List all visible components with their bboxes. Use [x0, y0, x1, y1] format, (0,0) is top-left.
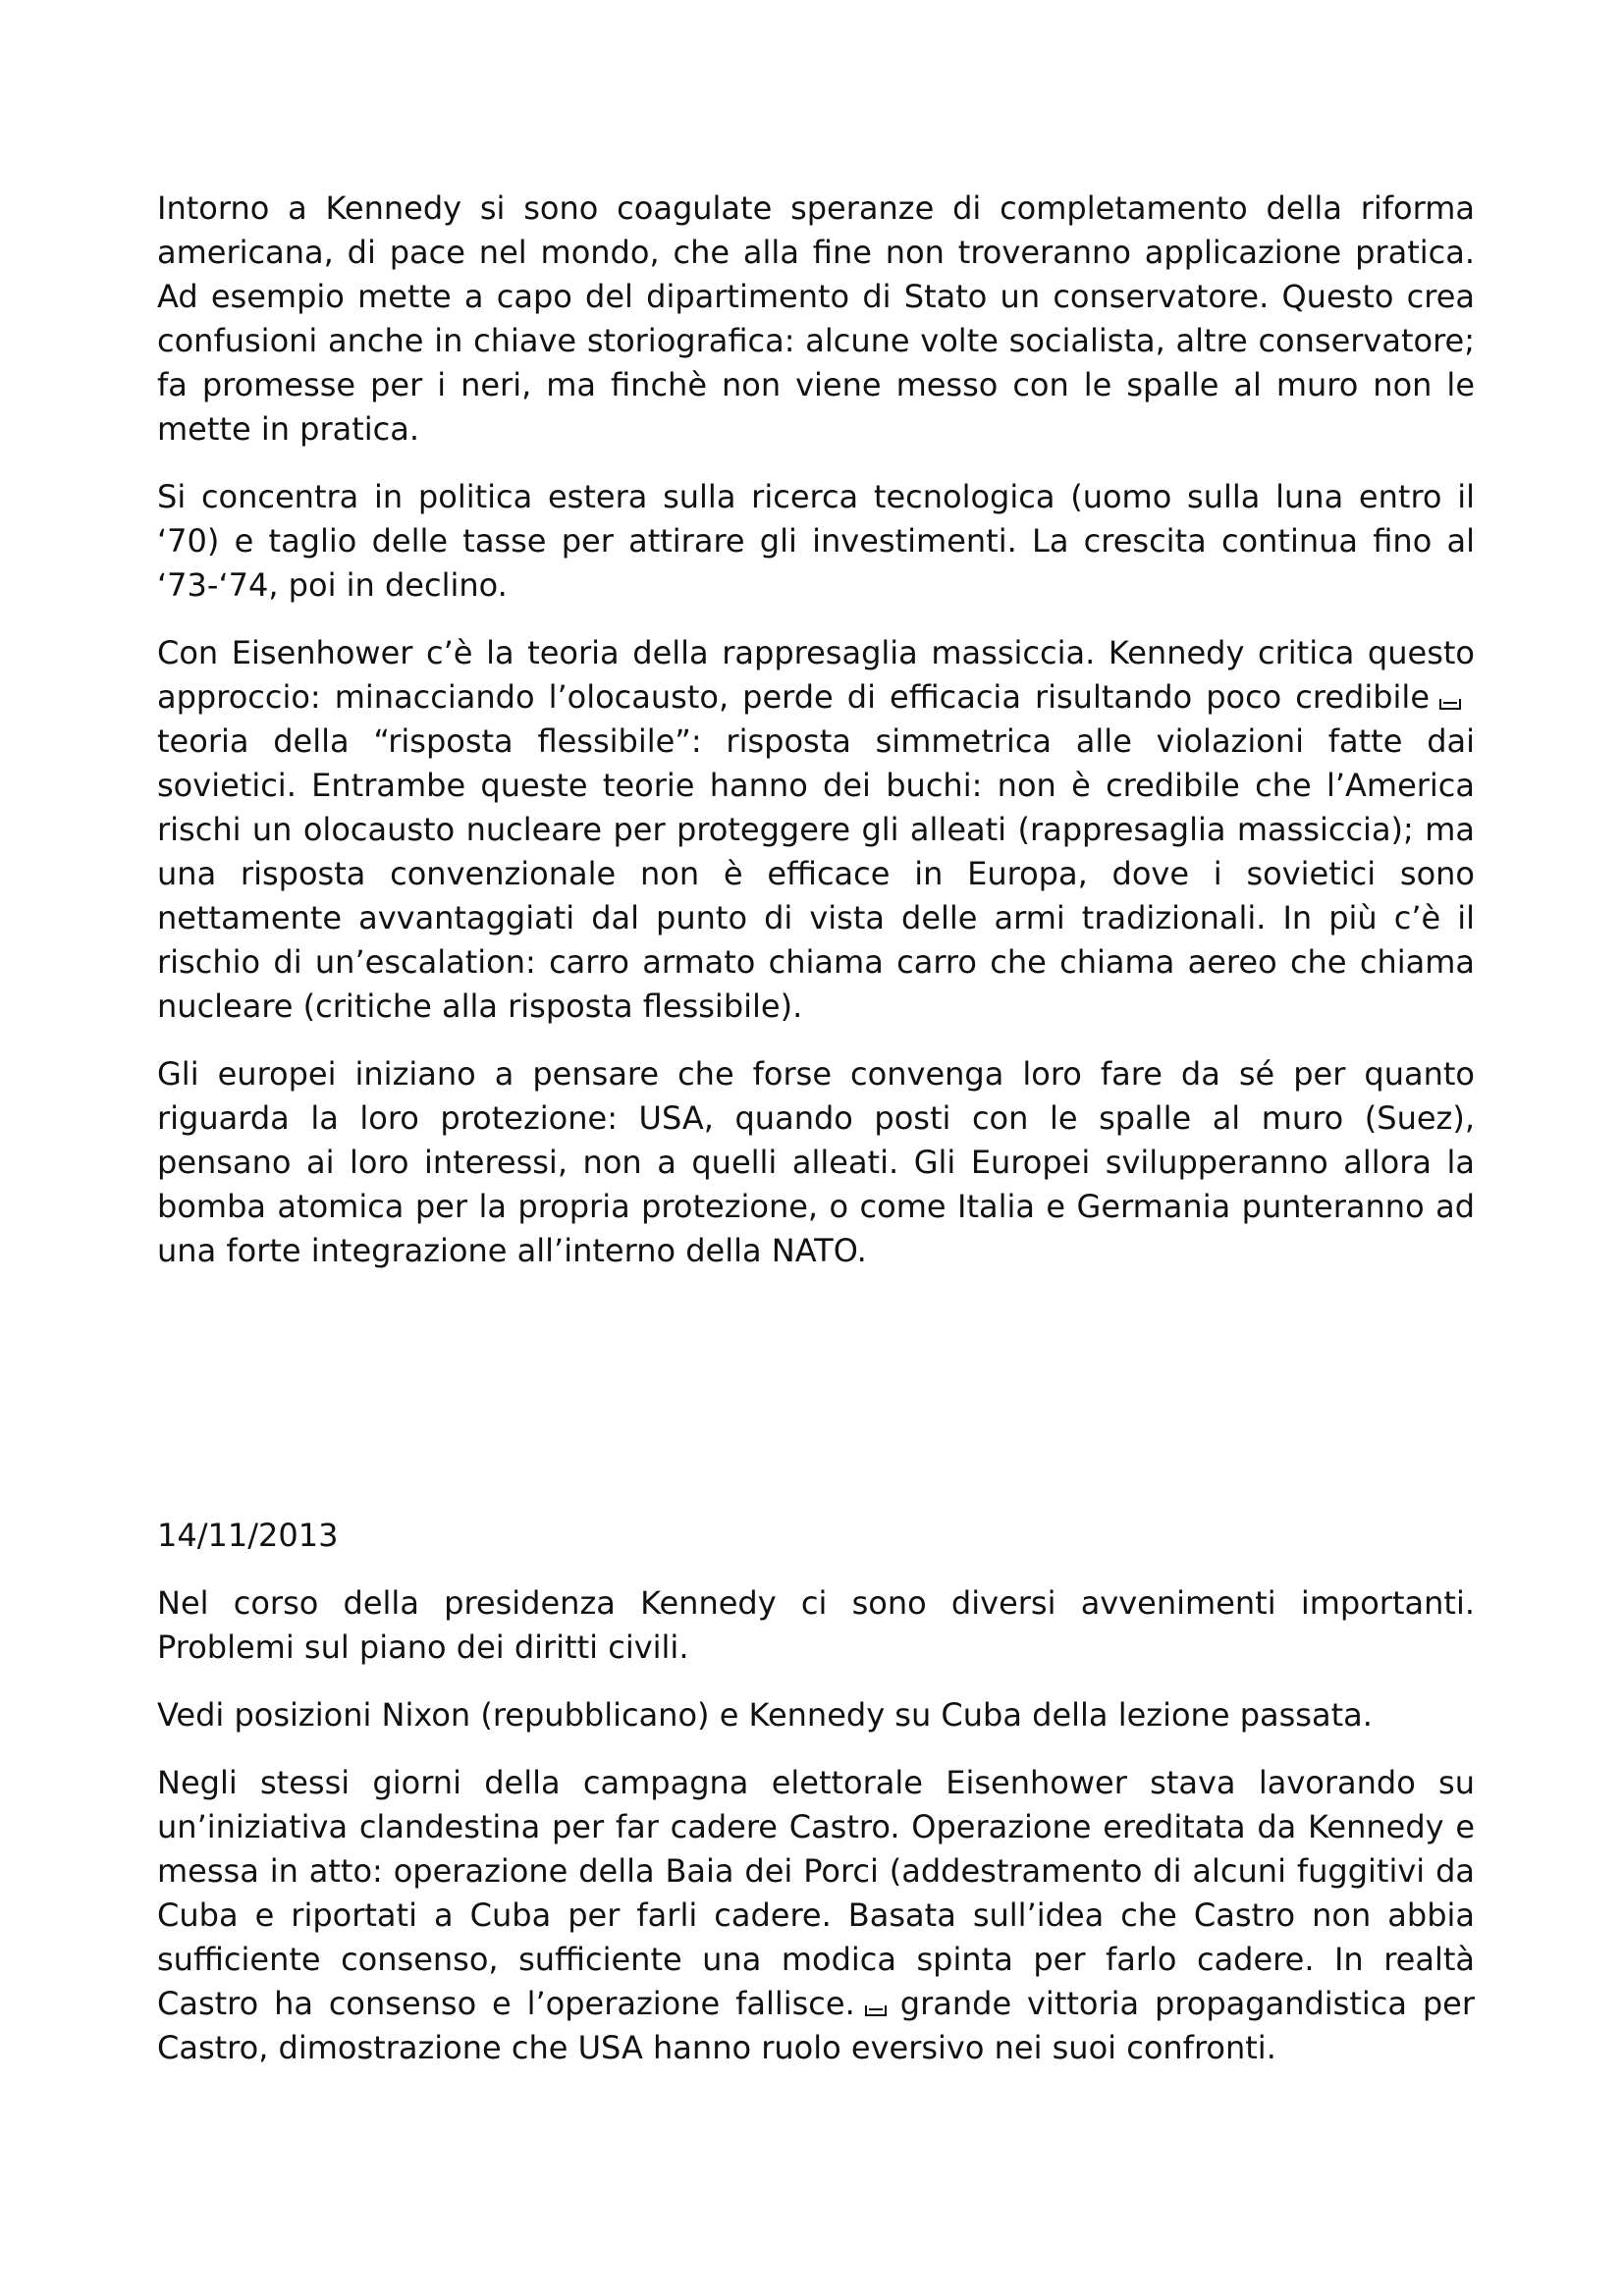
paragraph-nixon-kennedy-cuba: Vedi posizioni Nixon (repubblicano) e Kennedy su Cuba della lezione passata.	[157, 1696, 1373, 1734]
document-page	[157, 187, 1475, 2070]
paragraph-flexible-response	[157, 631, 1475, 1029]
implies-arrow-icon	[1439, 699, 1461, 710]
paragraph-bay-of-pigs-part1: Negli stessi giorni della campagna elettorale Eisenhower stava lavorando su un’iniziativa clandestina per far cadere Castro. Operazione ereditata da Kennedy e messa in atto: operazione della Baia dei Porci (addestramento di alcuni fuggitivi da Cuba e riportati a Cuba per farli cadere. Basata sull’idea che Castro non abbia sufficiente consenso, sufficiente una modica spinta per farlo cadere. In realtà Castro ha consenso e l’operazione fallisce.	[157, 1764, 1475, 2022]
paragraph-presidency-events: Nel corso della presidenza Kennedy ci sono diversi avvenimenti importanti. Problemi sul piano dei diritti civili.	[157, 1584, 1475, 1666]
paragraph-flexible-response-part1: Con Eisenhower c’è la teoria della rappresaglia massiccia. Kennedy critica questo approccio: minacciando l’olocausto, perde di efficacia risultando poco credibile	[157, 634, 1475, 716]
implies-arrow-icon	[865, 2005, 887, 2016]
paragraph-bay-of-pigs-part2: grande vittoria propagandistica per Castro, dimostrazione che USA hanno ruolo eversivo nei suoi confronti.	[157, 1985, 1476, 2066]
paragraph-bay-of-pigs	[157, 1761, 1475, 2070]
paragraph-kennedy-hopes: Intorno a Kennedy si sono coagulate speranze di completamento della riforma americana, di pace nel mondo, che alla fine non troveranno applicazione pratica. Ad esempio mette a capo del dipartimento di Stato un conservatore. Questo crea confusioni anche in chiave storiografica: alcune volte socialista, altre conservatore; fa promesse per i neri, ma finchè non viene messo con le spalle al muro non le mette in pratica.	[157, 189, 1475, 448]
lecture-date: 14/11/2013	[157, 1517, 339, 1554]
paragraph-flexible-response-part2: teoria della “risposta flessibile”: risposta simmetrica alle violazioni fatte dai sovietici. Entrambe queste teorie hanno dei buchi: non è credibile che l’America rischi un olocausto nucleare per proteggere gli alleati (rappresaglia massiccia); ma una risposta convenzionale non è efficace in Europa, dove i sovietici sono nettamente avvantaggiati dal punto di vista delle armi tradizionali. In più c’è il rischio di un’escalation: carro armato chiama carro che chiama aereo che chiama nucleare (critiche alla risposta flessibile).	[157, 722, 1475, 1025]
paragraph-technology-taxes: Si concentra in politica estera sulla ricerca tecnologica (uomo sulla luna entro il ‘70) e taglio delle tasse per attirare gli investimenti. La crescita continua fino al ‘73-‘74, poi in declino.	[157, 478, 1475, 604]
paragraph-europeans: Gli europei iniziano a pensare che forse convenga loro fare da sé per quanto riguarda la loro protezione: USA, quando posti con le spalle al muro (Suez), pensano ai loro interessi, non a quelli alleati. Gli Europei svilupperanno allora la bomba atomica per la propria protezione, o come Italia e Germania punteranno ad una forte integrazione all’interno della NATO.	[157, 1055, 1475, 1269]
